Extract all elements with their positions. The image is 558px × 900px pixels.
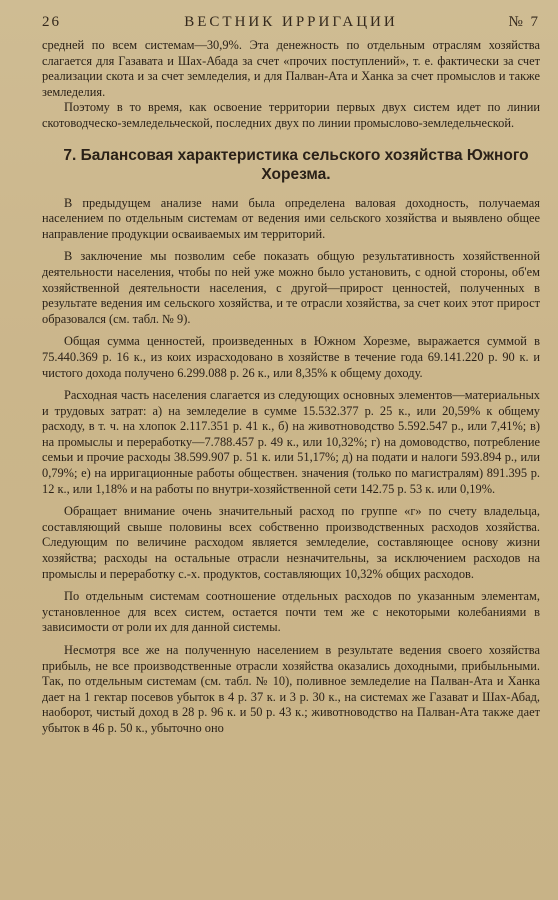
issue-number: № 7 (508, 14, 540, 30)
running-header (42, 14, 540, 38)
paragraph: В заключение мы позволим себе показать общую результативность хозяйственной деятельности населения, чтобы по ней уже можно было установить, с одной стороны, об'ем хозяйственной деятельности населения, с другой—прирост ценностей, полученных в результате ведения им сельского хозяйства, и те отрасли хозяйства, за счет коих этот прирост образовался (см. табл. № 9). (42, 249, 540, 326)
paragraph: Несмотря все же на полученную населением в результате ведения своего хозяйства прибыль, не все производственные отрасли хозяйства оказались доходными, прибыльными. Так, по отдельным системам (см. табл. № 10), поливное земледелие на Палван-Ата и Ханка дает на 1 гектар посевов убыток в 4 р. 37 к. и 3 р. 30 к., на системах же Газават и Шах-Абад, наоборот, чистый доход в 28 р. 96 к. и 50 р. 43 к.; животноводство на Палван-Ата также дает убыток в 46 р. 50 к., убыточно оно (42, 643, 540, 735)
paragraph: Общая сумма ценностей, произведенных в Южном Хорезме, выражается суммой в 75.440.369 р. 16 к., из коих израсходовано в хозяйстве в течение года 69.141.220 р. 90 к. и чистого дохода получено 6.299.088 р. 26 к., или 8,35% к общему доходу. (42, 334, 540, 380)
paragraph: Расходная часть населения слагается из следующих основных элементов—материальных и трудовых затрат: а) на земледелие в сумме 15.532.377 р. 25 к., или 20,59% к общему расходу, в т. ч. на хлопок 2.117.351 р. 41 к., б) на животноводство 5.592.547 р., или 7,41%; в) на промыслы и переработку—7.788.457 р. 49 к., или 10,32%; г) на домоводство, потребление семьи и прочие расходы 38.599.907 р. 51 к. или 51,17%; д) на подати и налоги 593.894 р., или 0,79%; е) на ирригационные работы обществен. значения (только по магистралям) 891.395 р. 12 к., или 1,18% и на работы по внутри-хозяйственной сети 142.75 р. 53 к. или 0,19%. (42, 388, 540, 496)
page-number: 26 (42, 14, 61, 30)
paragraph: По отдельным системам соотношение отдельных расходов по указанным элементам, установленное для всех систем, остается почти тем же с некоторыми колебаниями в зависимости от роли их для данной системы. (42, 589, 540, 635)
paragraph: В предыдущем анализе нами была определена валовая доходность, получаемая населением по отдельным системам от ведения ими сельского хозяйства и выявлено общее направление продукции осваиваемых им территорий. (42, 195, 540, 241)
section-heading: 7. Балансовая характеристика сельского хозяйства Южного Хорезма. (63, 146, 529, 183)
paragraph: Поэтому в то время, как освоение территории первых двух систем идет по линии скотоводческо-земледельческой, последних двух по линии промыслово-земледельческой. (42, 100, 540, 130)
article-body (42, 38, 540, 737)
paragraph: Обращает внимание очень значительный расход по группе «г» по счету владельца, составляющий свыше половины всех собственно производственных расходов хозяйства. Следующим по величине расходом является земледелие, составляющее основу жизни хозяйства; расходы на остальные отрасли незначительны, за исключением расходов на промыслы и переработку с.-х. продуктов, составляющих 10,32% общих расходов. (42, 504, 540, 581)
paragraph-continuation: средней по всем системам—30,9%. Эта денежность по отдельным отраслям хозяйства слагается для Газавата и Шах-Абада за счет «прочих поступлений», т. е. фактически за счет реализации скота и за счет земледелия, и для Палван-Ата и Ханка за счет промыслов и также земледелия. (42, 38, 540, 99)
journal-title: ВЕСТНИК ИРРИГАЦИИ (184, 14, 398, 30)
